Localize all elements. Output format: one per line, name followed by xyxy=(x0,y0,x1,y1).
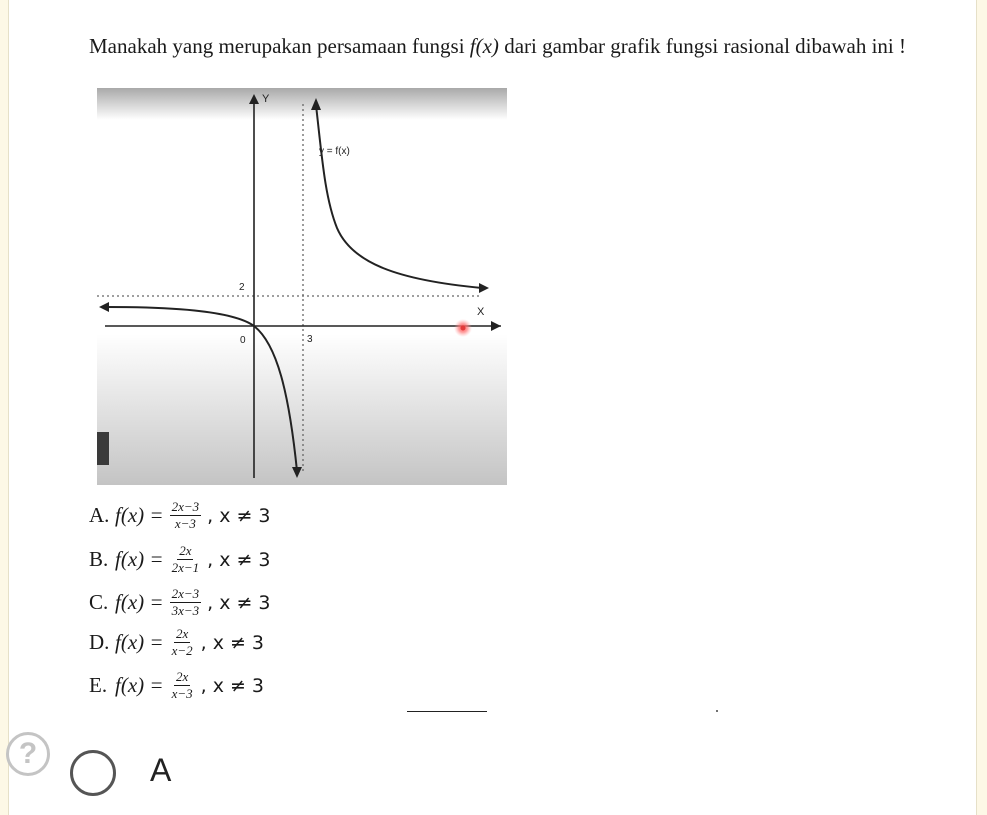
fraction-numerator: 2x−3 xyxy=(171,499,200,514)
question-part-1: Manakah yang merupakan persamaan fungsi xyxy=(89,34,470,58)
option-fraction xyxy=(170,627,195,658)
question-part-2: dari gambar grafik fungsi rasional dibawah ini ! xyxy=(498,34,906,58)
fraction-denominator: x−2 xyxy=(171,643,193,658)
question-mark-icon[interactable]: ? xyxy=(6,732,50,776)
option-lhs: f(x) = xyxy=(115,590,164,614)
option-a xyxy=(89,500,271,531)
fraction-denominator: x−3 xyxy=(174,516,196,531)
option-condition: , x ≠ 3 xyxy=(200,674,265,697)
graph-background xyxy=(97,88,507,485)
curve-label: y = f(x) xyxy=(319,146,350,157)
option-lhs: f(x) = xyxy=(115,673,164,697)
option-letter: D. xyxy=(89,630,110,654)
fraction-numerator: 2x xyxy=(179,543,192,558)
option-lhs: f(x) = xyxy=(115,547,164,571)
fraction-numerator: 2x−3 xyxy=(171,586,200,601)
option-letter: B. xyxy=(89,547,109,571)
worksheet-page xyxy=(8,0,977,815)
option-fraction xyxy=(170,544,202,575)
option-condition: , x ≠ 3 xyxy=(200,631,265,654)
option-d xyxy=(89,627,264,658)
option-letter: A. xyxy=(89,503,110,527)
question-text xyxy=(89,30,917,62)
option-letter: C. xyxy=(89,590,109,614)
divider-line xyxy=(407,711,487,712)
fraction-numerator: 2x xyxy=(175,626,189,641)
fraction-denominator: x−3 xyxy=(171,686,193,701)
tick-label-y-2: 2 xyxy=(239,282,245,293)
option-fraction xyxy=(170,500,202,531)
x-axis-label: X xyxy=(477,306,485,318)
answer-radio-button[interactable] xyxy=(70,750,116,796)
question-function: f(x) xyxy=(469,34,499,58)
fraction-denominator: 3x−3 xyxy=(171,603,200,618)
tick-label-origin: 0 xyxy=(240,335,246,346)
stray-dot xyxy=(716,710,718,712)
option-fraction xyxy=(170,670,195,701)
option-e xyxy=(89,670,264,701)
option-condition: , x ≠ 3 xyxy=(207,591,271,614)
option-lhs: f(x) = xyxy=(115,503,164,527)
overlay-bar xyxy=(97,432,109,465)
answer-label: A xyxy=(150,752,172,788)
fraction-numerator: 2x xyxy=(175,669,189,684)
option-b xyxy=(89,544,271,575)
graph-image xyxy=(97,88,507,485)
tick-label-x-3: 3 xyxy=(307,334,313,345)
option-condition: , x ≠ 3 xyxy=(207,548,271,571)
option-lhs: f(x) = xyxy=(115,630,164,654)
y-axis-label: Y xyxy=(262,93,270,105)
option-c xyxy=(89,587,271,618)
fraction-denominator: 2x−1 xyxy=(171,560,200,575)
option-condition: , x ≠ 3 xyxy=(207,504,271,527)
option-letter: E. xyxy=(89,673,108,697)
option-fraction xyxy=(170,587,202,618)
